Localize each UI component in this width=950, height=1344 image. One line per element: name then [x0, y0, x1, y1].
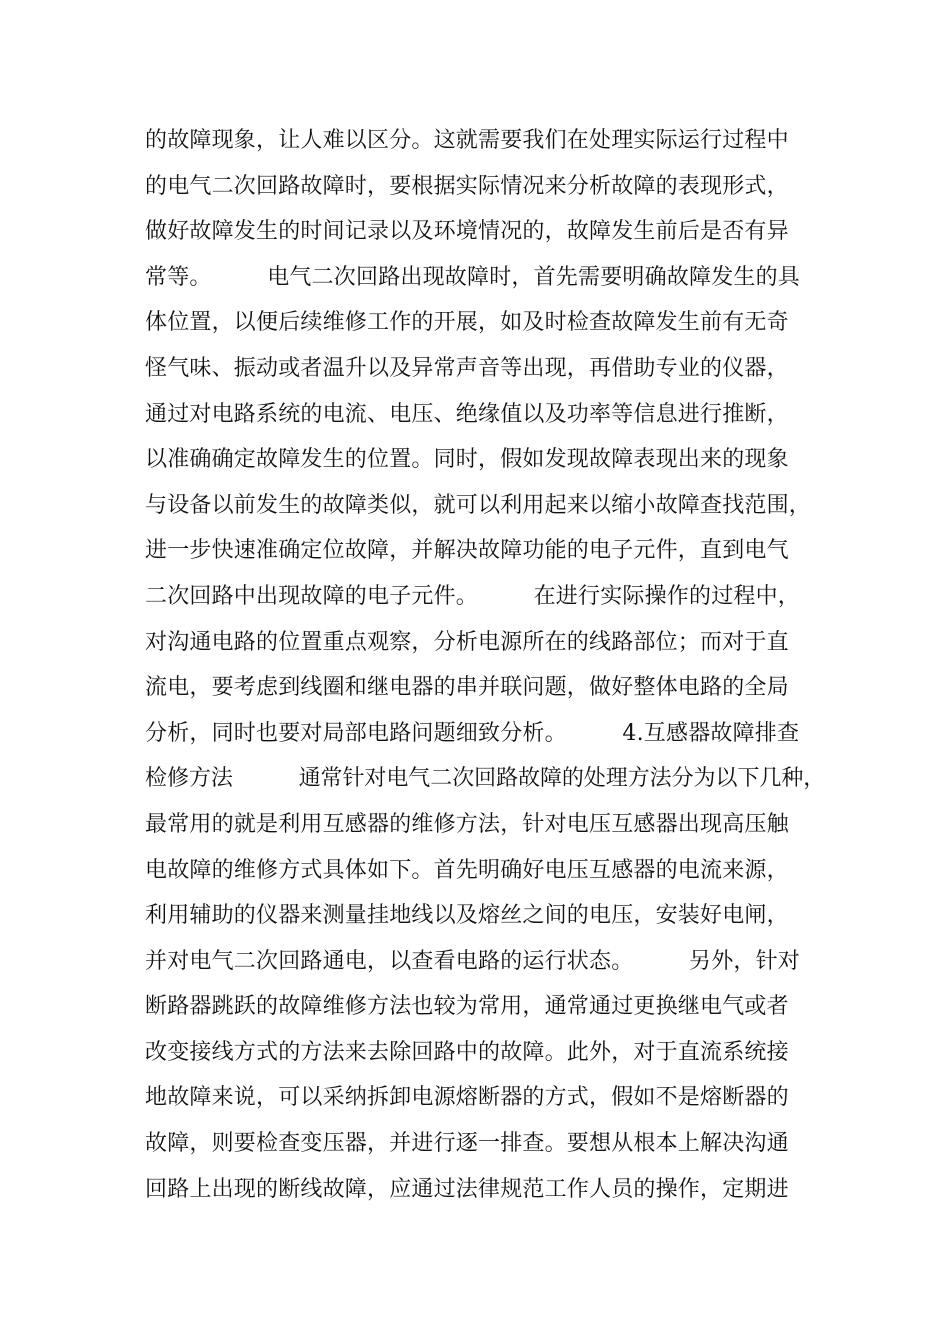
text-line: 改变接线方式的方法来去除回路中的故障。此外，对于直流系统接 — [145, 1039, 789, 1065]
text-line: 的电气二次回路故障时，要根据实际情况来分析故障的表现形式， — [145, 173, 789, 199]
text-line: 怪气味、振动或者温升以及异常声音等出现，再借助专业的仪器， — [145, 355, 789, 381]
text-line: 做好故障发生的时间记录以及环境情况的，故障发生前后是否有异 — [145, 219, 789, 245]
text-line: 与设备以前发生的故障类似，就可以利用起来以缩小故障查找范围， — [145, 492, 812, 518]
text-line: 的故障现象，让人难以区分。这就需要我们在处理实际运行过程中 — [145, 128, 789, 153]
text-line: 流电，要考虑到线圈和继电器的串并联问题，做好整体电路的全局 — [145, 675, 789, 701]
text-line: 体位置，以便后续维修工作的开展，如及时检查故障发生前有无奇 — [145, 310, 789, 336]
text-line: 对沟通电路的位置重点观察，分析电源所在的线路部位；而对于直 — [145, 629, 789, 655]
text-line: 回路上出现的断线故障，应通过法律规范工作人员的操作，定期进 — [145, 1176, 789, 1202]
text-line: 分析，同时也要对局部电路问题细致分析。 4.互感器故障排查 — [145, 720, 800, 746]
text-line: 以准确确定故障发生的位置。同时，假如发现故障表现出来的现象 — [145, 447, 789, 473]
text-line: 通过对电路系统的电流、电压、绝缘值以及功率等信息进行推断， — [145, 401, 789, 427]
text-line: 最常用的就是利用互感器的维修方法，针对电压互感器出现高压触 — [145, 811, 789, 837]
text-line: 进一步快速准确定位故障，并解决故障功能的电子元件，直到电气 — [145, 538, 789, 564]
text-line: 地故障来说，可以采纳拆卸电源熔断器的方式，假如不是熔断器的 — [145, 1085, 789, 1111]
text-line: 故障，则要检查变压器，并进行逐一排查。要想从根本上解决沟通 — [145, 1131, 789, 1157]
text-line: 并对电气二次回路通电，以查看电路的运行状态。 另外，针对 — [145, 948, 801, 974]
text-line: 电故障的维修方式具体如下。首先明确好电压互感器的电流来源， — [145, 857, 789, 883]
text-line: 二次回路中出现故障的电子元件。 在进行实际操作的过程中， — [145, 583, 801, 609]
text-line: 常等。 电气二次回路出现故障时，首先需要明确故障发生的具 — [145, 264, 801, 290]
body-text — [145, 118, 825, 1212]
text-line: 利用辅助的仪器来测量挂地线以及熔丝之间的电压，安装好电闸， — [145, 903, 789, 929]
text-line: 检修方法 通常针对电气二次回路故障的处理方法分为以下几种， — [145, 766, 826, 792]
text-line: 断路器跳跃的故障维修方法也较为常用，通常通过更换继电气或者 — [145, 994, 789, 1020]
